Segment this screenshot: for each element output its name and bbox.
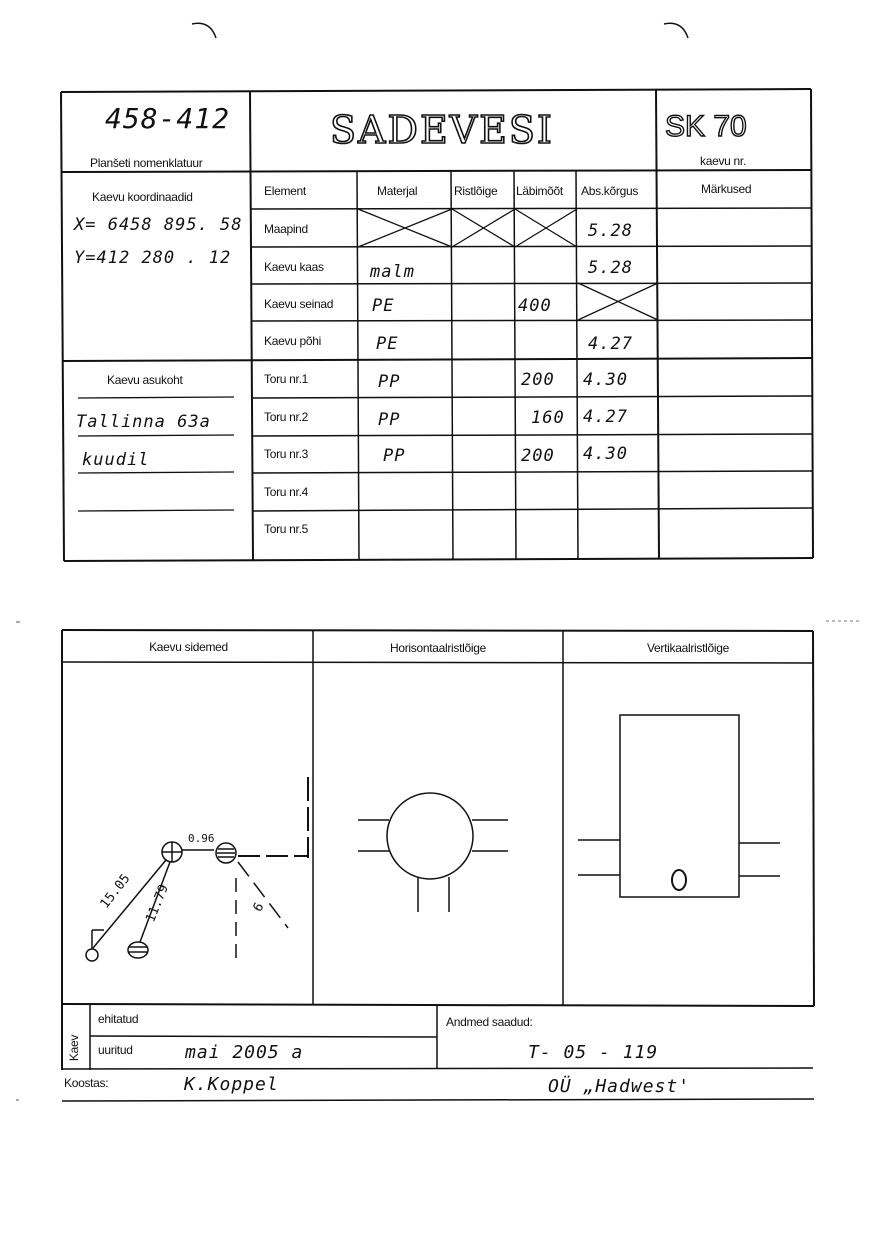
coordinate-x: X= 6458 895. 58: [74, 215, 243, 235]
row-material: PP: [378, 410, 401, 430]
location-line2: kuudil: [82, 450, 150, 470]
row-material: PE: [376, 334, 399, 354]
row-abs: 4.30: [583, 444, 628, 464]
company-name: OÜ „Hadwest': [548, 1076, 691, 1097]
row-element: Toru nr.3: [264, 447, 308, 461]
row-element: Kaevu põhi: [264, 334, 322, 348]
row-abs: 5.28: [588, 258, 633, 278]
author-value: K.Koppel: [184, 1074, 279, 1095]
vertical-section-header: Vertikaalristlõige: [647, 641, 729, 655]
row-material: PP: [383, 446, 406, 466]
row-element: Maapind: [264, 222, 308, 236]
header-element: Element: [264, 184, 306, 198]
row-diameter: 200: [521, 446, 555, 466]
page-title: SADEVESI: [330, 108, 554, 152]
author-label: Koostas:: [64, 1076, 109, 1090]
data-received-label: Andmed saadud:: [446, 1015, 533, 1029]
sheet-number: 458-412: [105, 102, 231, 135]
surveyed-label: uuritud: [98, 1043, 133, 1057]
dimension-label: 15.05: [97, 871, 134, 912]
row-diameter: 160: [531, 408, 565, 428]
header-notes: Märkused: [701, 182, 752, 196]
well-id: SK 70: [665, 110, 747, 143]
location-line1: Tallinna 63a: [76, 412, 211, 432]
sheet-label: Planšeti nomenklatuur: [90, 156, 203, 170]
header-section: Ristlõige: [454, 184, 498, 198]
row-element: Toru nr.5: [264, 522, 308, 536]
dimension-label: 6: [250, 900, 268, 915]
well-label: kaevu nr.: [700, 154, 746, 168]
horizontal-section-header: Horisontaalristlõige: [389, 641, 487, 655]
coordinate-y: Y=412 280 . 12: [74, 248, 232, 268]
header-abs-height: Abs.kõrgus: [581, 184, 639, 198]
row-element: Kaevu kaas: [264, 260, 324, 274]
row-element: Kaevu seinad: [264, 297, 334, 311]
row-abs: 5.28: [588, 221, 633, 241]
row-abs: 4.27: [588, 334, 633, 354]
dimension-label: 0.96: [188, 832, 215, 845]
row-abs: 4.30: [583, 370, 628, 390]
row-element: Toru nr.4: [264, 485, 308, 499]
row-diameter: 400: [518, 296, 552, 316]
row-material: malm: [370, 262, 415, 282]
row-material: PP: [378, 372, 401, 392]
row-element: Toru nr.1: [264, 372, 308, 386]
well-side-label: Kaev: [67, 1034, 82, 1062]
header-diameter: Läbimõõt: [516, 184, 563, 198]
row-material: PE: [372, 296, 395, 316]
row-abs: 4.27: [583, 407, 628, 427]
surveyed-value: mai 2005 a: [185, 1042, 304, 1063]
header-material: Materjal: [377, 184, 418, 198]
dimension-label: 11.79: [143, 882, 172, 925]
built-label: ehitatud: [98, 1012, 139, 1026]
row-element: Toru nr.2: [264, 410, 308, 424]
coordinates-label: Kaevu koordinaadid: [92, 190, 193, 204]
data-received-value: T- 05 - 119: [528, 1042, 659, 1063]
location-label: Kaevu asukoht: [107, 373, 183, 387]
row-diameter: 200: [521, 370, 555, 390]
connections-header: Kaevu sidemed: [149, 640, 228, 654]
